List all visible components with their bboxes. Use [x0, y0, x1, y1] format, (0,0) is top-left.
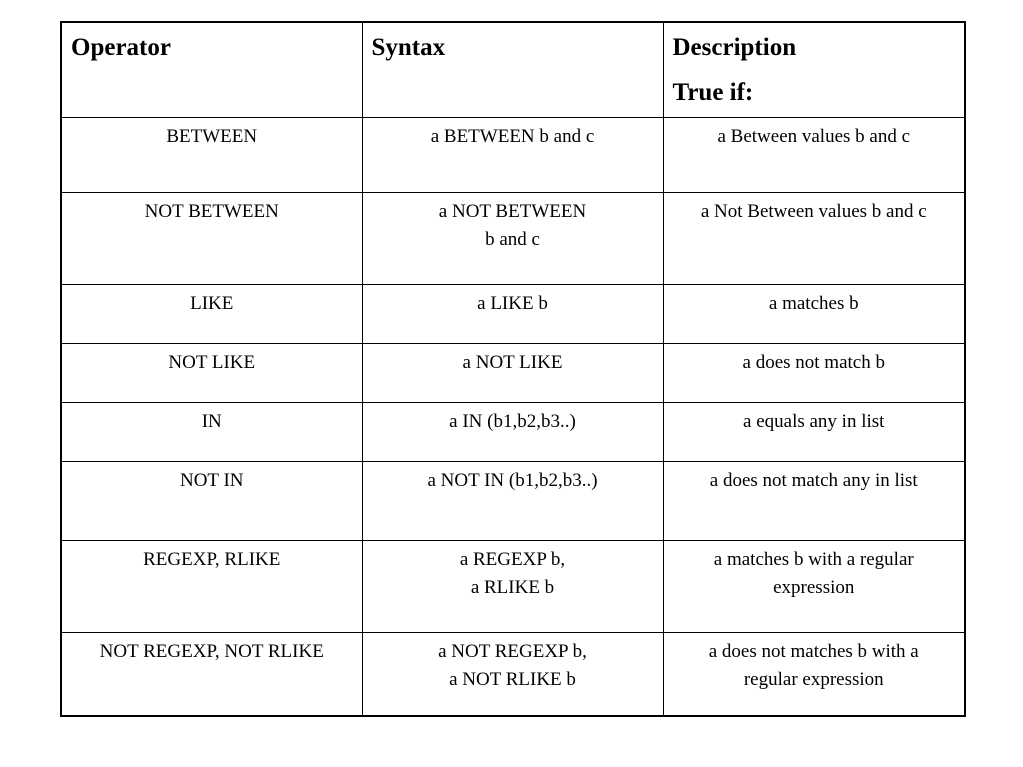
- description-text: regular expression: [743, 668, 884, 690]
- operator-text: IN: [201, 410, 222, 432]
- description-cell: [663, 284, 965, 343]
- table-row-not-in: [61, 461, 965, 540]
- operator-cell: [61, 461, 362, 540]
- table-row-not-regexp: [61, 632, 965, 716]
- syntax-cell: [362, 343, 663, 402]
- operators-table: [60, 21, 966, 717]
- table-row-like: [61, 284, 965, 343]
- header-syntax: [362, 22, 663, 117]
- description-cell: [663, 117, 965, 192]
- description-text: a equals any in list: [743, 410, 885, 432]
- syntax-cell: [362, 461, 663, 540]
- description-text: a does not match b: [742, 351, 885, 373]
- syntax-text: a NOT REGEXP b,: [438, 640, 587, 662]
- syntax-text: a NOT LIKE: [462, 351, 563, 373]
- description-text: a matches b: [768, 292, 859, 314]
- syntax-cell: [362, 632, 663, 716]
- operator-cell: [61, 343, 362, 402]
- operator-text: NOT IN: [179, 469, 244, 491]
- syntax-cell: [362, 284, 663, 343]
- description-text: expression: [773, 576, 855, 598]
- header-syntax-label: Syntax: [371, 34, 446, 61]
- operator-text: NOT LIKE: [168, 351, 256, 373]
- operator-cell: [61, 540, 362, 632]
- table-row-between: [61, 117, 965, 192]
- description-text: a matches b with a regular: [713, 548, 914, 570]
- operator-text: NOT REGEXP, NOT RLIKE: [99, 640, 324, 662]
- syntax-text: a REGEXP b,: [459, 548, 566, 570]
- syntax-text: b and c: [485, 228, 540, 250]
- description-cell: [663, 192, 965, 284]
- syntax-cell: [362, 540, 663, 632]
- operator-cell: [61, 284, 362, 343]
- header-operator-label: Operator: [71, 34, 171, 61]
- operator-text: LIKE: [190, 292, 234, 314]
- syntax-text: a LIKE b: [477, 292, 548, 314]
- description-cell: [663, 343, 965, 402]
- syntax-cell: [362, 117, 663, 192]
- syntax-text: a IN (b1,b2,b3..): [449, 410, 576, 432]
- operator-cell: [61, 632, 362, 716]
- table-row-not-like: [61, 343, 965, 402]
- header-description-sublabel: True if:: [672, 79, 754, 106]
- syntax-cell: [362, 402, 663, 461]
- syntax-text: a NOT BETWEEN: [438, 200, 587, 222]
- syntax-text: a BETWEEN b and c: [430, 125, 595, 147]
- syntax-text: a NOT IN (b1,b2,b3..): [427, 469, 598, 491]
- description-text: a Between values b and c: [717, 125, 911, 147]
- table-row-in: [61, 402, 965, 461]
- description-text: a does not match any in list: [709, 469, 918, 491]
- description-cell: [663, 402, 965, 461]
- syntax-cell: [362, 192, 663, 284]
- header-row: [61, 22, 965, 117]
- description-cell: [663, 461, 965, 540]
- operator-text: NOT BETWEEN: [144, 200, 279, 222]
- operator-cell: [61, 192, 362, 284]
- header-description: [663, 22, 965, 117]
- header-operator: [61, 22, 362, 117]
- operator-text: REGEXP, RLIKE: [143, 548, 281, 570]
- table-row-not-between: [61, 192, 965, 284]
- operator-text: BETWEEN: [166, 125, 258, 147]
- operator-cell: [61, 117, 362, 192]
- description-cell: [663, 632, 965, 716]
- syntax-text: a RLIKE b: [470, 576, 555, 598]
- table-row-regexp: [61, 540, 965, 632]
- description-text: a Not Between values b and c: [700, 200, 927, 222]
- description-text: a does not matches b with a: [708, 640, 919, 662]
- description-cell: [663, 540, 965, 632]
- syntax-text: a NOT RLIKE b: [449, 668, 576, 690]
- operator-cell: [61, 402, 362, 461]
- header-description-label: Description: [672, 34, 797, 61]
